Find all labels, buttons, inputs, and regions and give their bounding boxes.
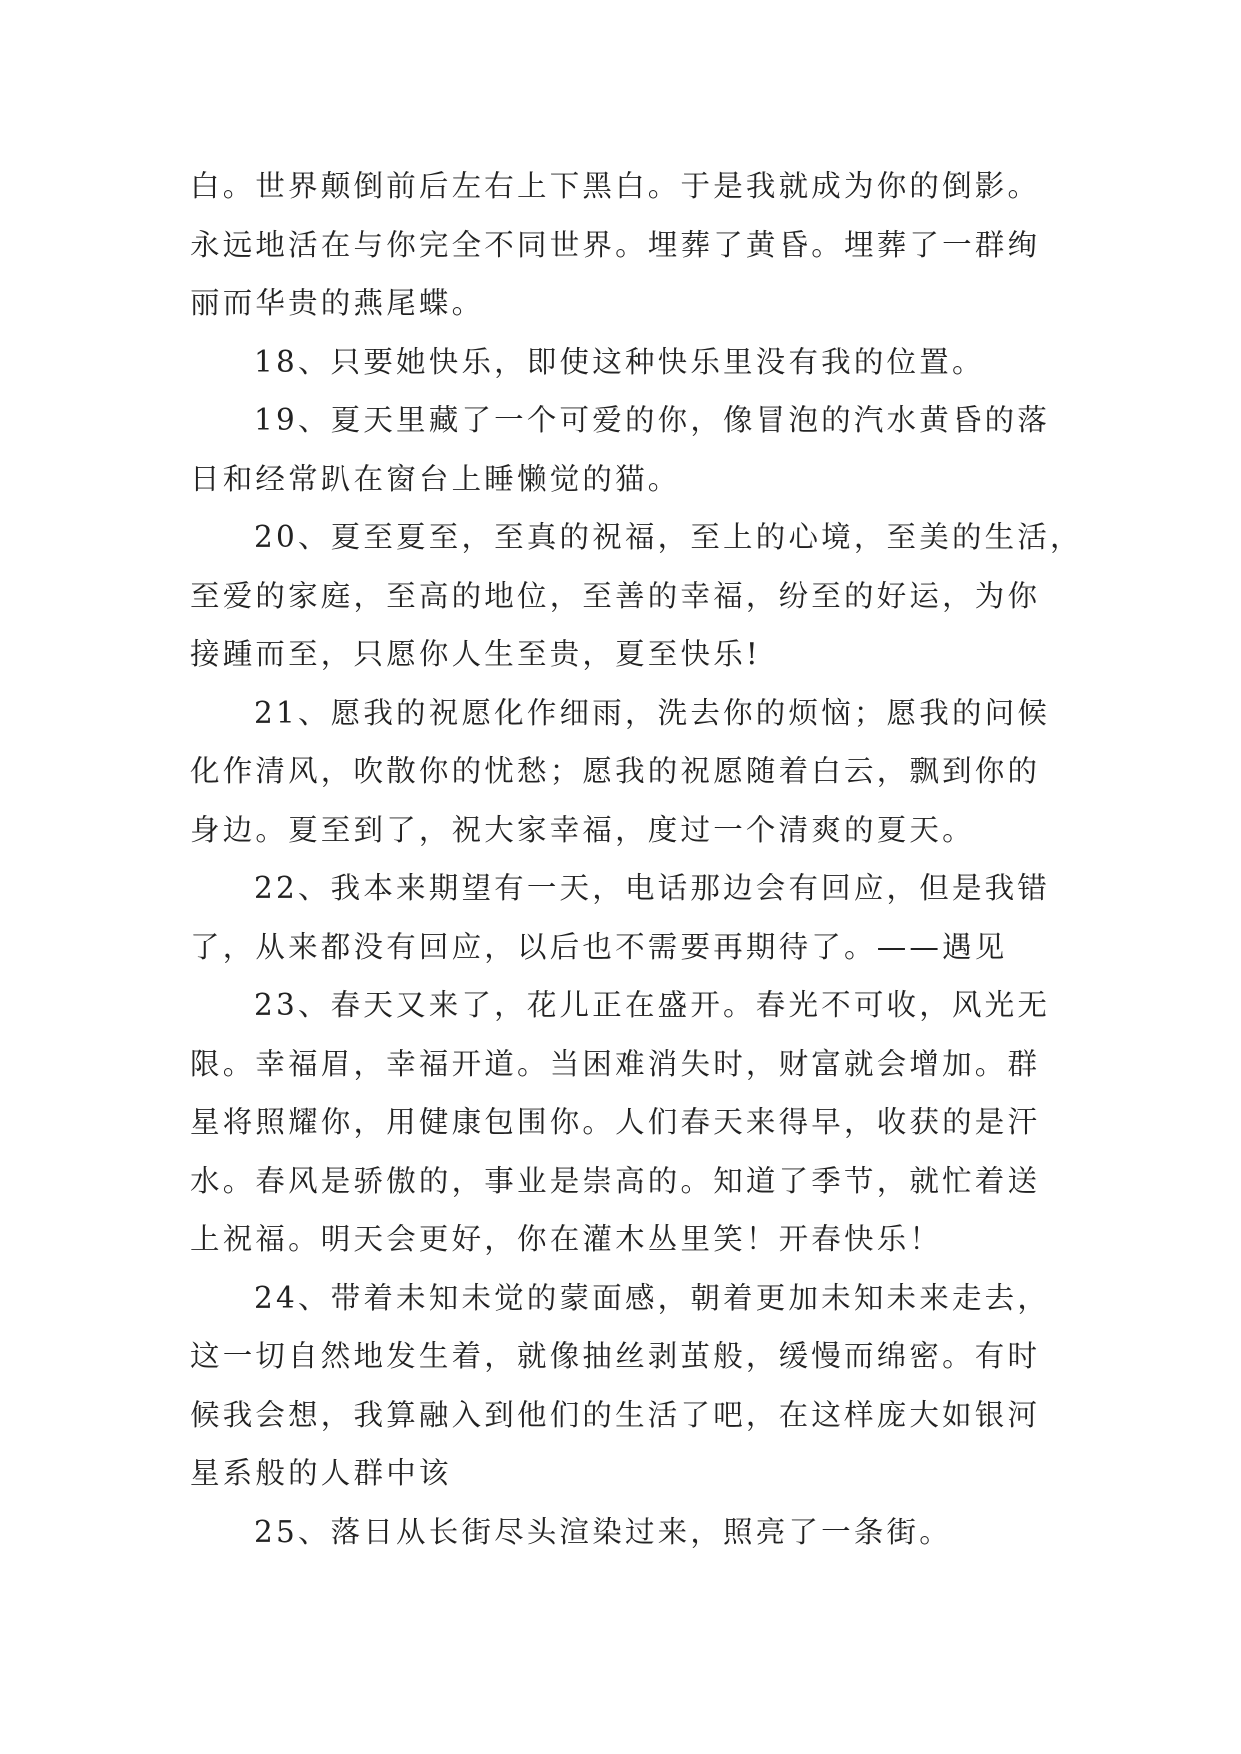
paragraph-20 [190, 508, 1083, 684]
text-line: 上祝福。明天会更好，你在灌木丛里笑！开春快乐！ [190, 1222, 943, 1256]
text-line: 22、我本来期望有一天，电话那边会有回应，但是我错 [254, 871, 1051, 905]
text-line: 这一切自然地发生着，就像抽丝剥茧般，缓慢而绵密。有时 [190, 1339, 1041, 1373]
text-line: 永远地活在与你完全不同世界。埋葬了黄昏。埋葬了一群绚 [190, 227, 1041, 262]
text-line: 白。世界颠倒前后左右上下黑白。于是我就成为你的倒影。 [190, 169, 1041, 203]
text-line: 丽而华贵的燕尾蝶。 [190, 286, 485, 320]
paragraph-19 [190, 391, 1070, 508]
text-line: 水。春风是骄傲的，事业是崇高的。知道了季节，就忙着送 [190, 1163, 1041, 1198]
text-line: 25、落日从长街尽头渲染过来，照亮了一条街。 [254, 1514, 952, 1549]
text-line: 身边。夏至到了，祝大家幸福，度过一个清爽的夏天。 [190, 812, 975, 847]
text-line: 限。幸福眉，幸福开道。当困难消失时，财富就会增加。群 [190, 1046, 1041, 1081]
paragraph-22 [190, 859, 1070, 976]
text-line: 了，从来都没有回应，以后也不需要再期待了。——遇见 [190, 929, 1008, 964]
paragraph-24 [190, 1269, 1070, 1503]
text-line: 21、愿我的祝愿化作细雨，洗去你的烦恼；愿我的问候 [254, 695, 1051, 730]
text-line: 18、只要她快乐，即使这种快乐里没有我的位置。 [254, 344, 985, 379]
paragraph-17-continued [190, 157, 1070, 333]
document-body [190, 157, 1083, 1561]
paragraph-18 [190, 333, 1070, 392]
text-line: 日和经常趴在窗台上睡懒觉的猫。 [190, 461, 681, 496]
text-line: 23、春天又来了，花儿正在盛开。春光不可收，风光无 [254, 988, 1051, 1022]
text-line: 候我会想，我算融入到他们的生活了吧，在这样庞大如银河 [190, 1397, 1041, 1432]
paragraph-21 [190, 684, 1070, 860]
paragraph-23 [190, 976, 1070, 1269]
text-line: 星系般的人群中该 [190, 1456, 452, 1490]
text-line: 20、夏至夏至，至真的祝福，至上的心境，至美的生活， [254, 520, 1083, 554]
paragraph-25 [190, 1503, 1070, 1562]
text-line: 化作清风，吹散你的忧愁；愿我的祝愿随着白云，飘到你的 [190, 754, 1041, 788]
text-line: 接踵而至，只愿你人生至贵，夏至快乐! [190, 637, 761, 671]
text-line: 至爱的家庭，至高的地位，至善的幸福，纷至的好运，为你 [190, 578, 1041, 613]
text-line: 星将照耀你，用健康包围你。人们春天来得早，收获的是汗 [190, 1105, 1041, 1139]
text-line: 24、带着未知未觉的蒙面感，朝着更加未知未来走去， [254, 1280, 1051, 1315]
text-line: 19、夏天里藏了一个可爱的你，像冒泡的汽水黄昏的落 [254, 403, 1051, 437]
